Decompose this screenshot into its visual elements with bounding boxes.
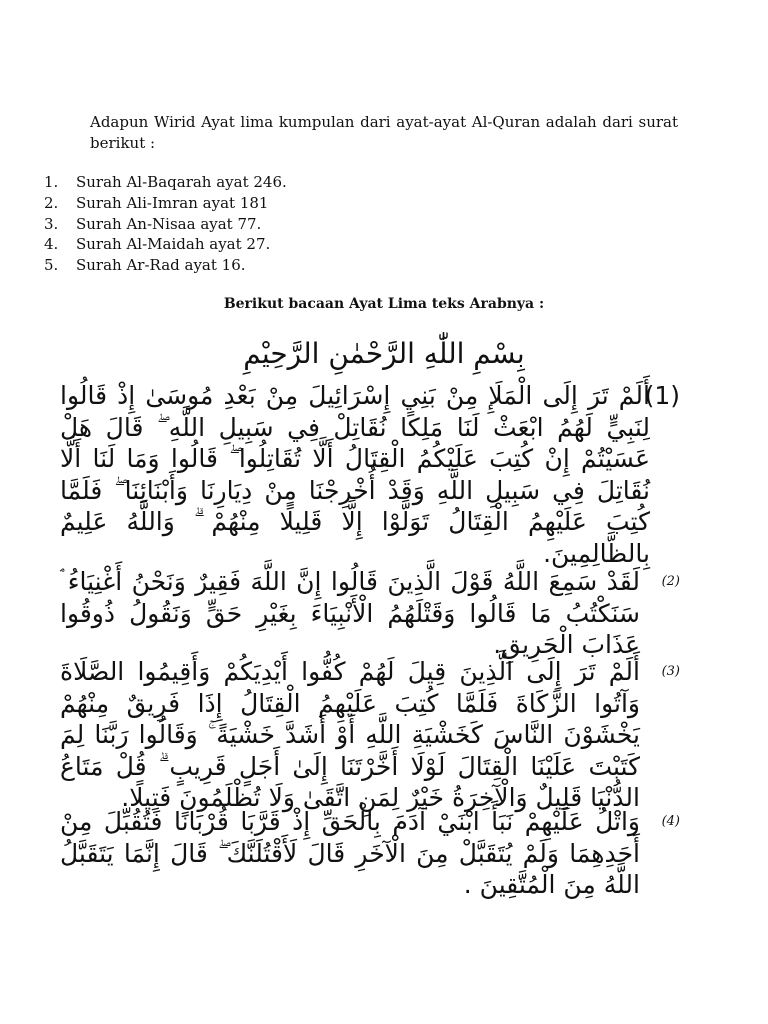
- verse-number: (4): [661, 814, 680, 829]
- list-number: 1.: [44, 173, 59, 191]
- verse-2: [60, 566, 680, 661]
- verse-1: [60, 380, 680, 569]
- list-text: Surah An-Nisaa ayat 77.: [76, 214, 262, 233]
- verse-text: أَلَمْ تَرَ إِلَى الَّذِينَ قِيلَ لَهُمْ كُفُّوا أَيْدِيَكُمْ وَأَقِيمُوا الصَّلَاةَ وَآتُوا الزَّكَاةَ فَلَمَّا كُتِبَ عَلَيْهِمُ الْقِتَالُ إِذَا فَرِيقٌ مِنْهُمْ يَخْشَوْنَ النَّاسَ كَخَشْيَةِ اللَّهِ أَوْ أَشَدَّ خَشْيَةً ۚ وَقَالُوا رَبَّنَا لِمَ كَتَبْتَ عَلَيْنَا الْقِتَالَ لَوْلَا أَخَّرْتَنَا إِلَىٰ أَجَلٍ قَرِيبٍ ۗ قُلْ مَتَاعُ الدُّنْيَا قَلِيلٌ وَالْآخِرَةُ خَيْرٌ لِمَنِ اتَّقَىٰ وَلَا تُظْلَمُونَ فَتِيلًا.: [60, 657, 640, 812]
- list-text: Surah Al-Maidah ayat 27.: [76, 235, 271, 254]
- subheading: Berikut bacaan Ayat Lima teks Arabnya :: [223, 296, 545, 312]
- list-text: Surah Ali-Imran ayat 181: [76, 193, 269, 212]
- list-text: Surah Al-Baqarah ayat 246.: [76, 173, 287, 191]
- list-item: [44, 234, 684, 255]
- list-item: [44, 193, 684, 214]
- verse-number: (1): [644, 381, 680, 410]
- verse-text: وَاتْلُ عَلَيْهِمْ نَبَأَ ابْنَيْ آدَمَ بِالْحَقِّ إِذْ قَرَّبَا قُرْبَانًا فَتُقُبِّلَ مِنْ أَحَدِهِمَا وَلَمْ يُتَقَبَّلْ مِنَ الْآخَرِ قَالَ لَأَقْتُلَنَّكَ ۖ قَالَ إِنَّمَا يَتَقَبَّلُ اللَّهُ مِنَ الْمُتَّقِينَ .: [60, 807, 640, 899]
- intro-paragraph: Adapun Wirid Ayat lima kumpulan dari ayat-ayat Al-Quran adalah dari surat berikut :: [90, 113, 678, 152]
- verse-number: (2): [661, 574, 680, 589]
- basmala: بِسْمِ اللّٰهِ الرَّحْمٰنِ الرَّحِيْمِ: [243, 337, 525, 370]
- verse-number: (3): [661, 664, 680, 679]
- list-item: [44, 255, 684, 276]
- list-text: Surah Ar-Rad ayat 16.: [76, 256, 246, 275]
- verse-3: [60, 656, 680, 814]
- verse-text: لَقَدْ سَمِعَ اللَّهُ قَوْلَ الَّذِينَ قَالُوا إِنَّ اللَّهَ فَقِيرٌ وَنَحْنُ أَغْنِيَاءُ ۘ سَنَكْتُبُ مَا قَالُوا وَقَتْلَهُمُ الْأَنْبِيَاءَ بِغَيْرِ حَقٍّ وَنَقُولُ ذُوقُوا عَذَابَ الْحَرِيقِ.: [60, 567, 640, 659]
- surah-list: [44, 172, 684, 276]
- list-item: [44, 214, 684, 235]
- list-number: 5.: [44, 256, 59, 275]
- verse-text: أَلَمْ تَرَ إِلَى الْمَلَإِ مِنْ بَنِي إِسْرَائِيلَ مِنْ بَعْدِ مُوسَىٰ إِذْ قَالُوا لِنَبِيٍّ لَهُمُ ابْعَثْ لَنَا مَلِكًا نُقَاتِلْ فِي سَبِيلِ اللَّهِ ۖ قَالَ هَلْ عَسَيْتُمْ إِنْ كُتِبَ عَلَيْكُمُ الْقِتَالُ أَلَّا تُقَاتِلُوا ۖ قَالُوا وَمَا لَنَا أَلَّا نُقَاتِلَ فِي سَبِيلِ اللَّهِ وَقَدْ أُخْرِجْنَا مِنْ دِيَارِنَا وَأَبْنَائِنَا ۖ فَلَمَّا كُتِبَ عَلَيْهِمُ الْقِتَالُ تَوَلَّوْا إِلَّا قَلِيلًا مِنْهُمْ ۗ وَاللَّهُ عَلِيمٌ بِالظَّالِمِينَ.: [60, 381, 650, 568]
- list-item: [44, 172, 684, 193]
- list-number: 3.: [44, 214, 59, 233]
- verse-4: [60, 806, 680, 901]
- list-number: 2.: [44, 193, 59, 212]
- list-number: 4.: [44, 235, 59, 254]
